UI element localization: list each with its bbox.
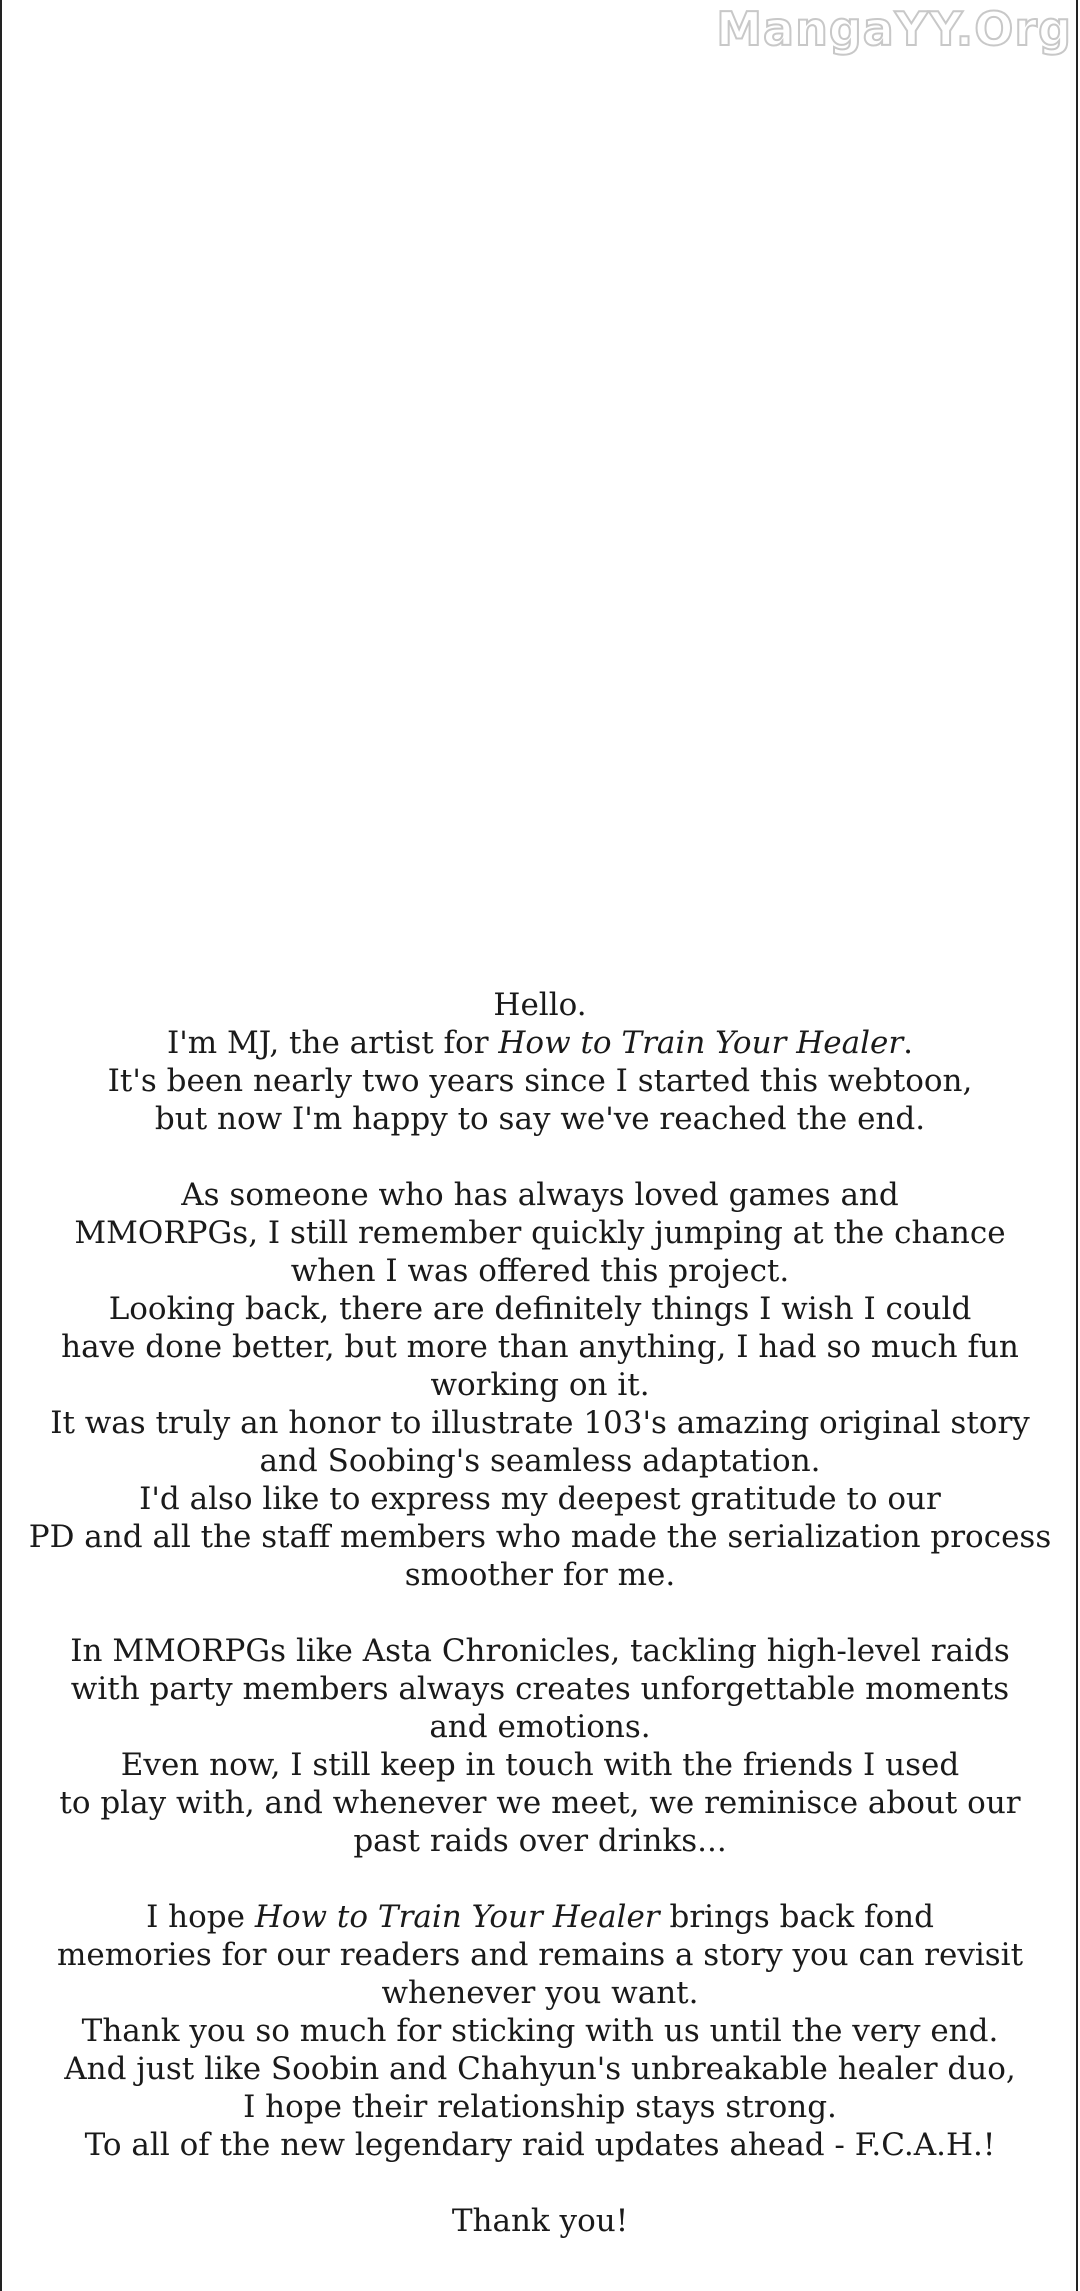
paragraph-thanks (0, 1898, 1080, 2164)
text-line: I'd also like to express my deepest gratitude to our (139, 1481, 941, 1517)
text-line: It's been nearly two years since I started this webtoon, (107, 1063, 973, 1099)
text-segment: I hope (146, 1899, 255, 1935)
text-line: past raids over drinks... (353, 1823, 727, 1859)
text-line: but now I'm happy to say we've reached the end. (154, 1101, 926, 1137)
text-line: As someone who has always loved games and (181, 1177, 899, 1213)
text-segment: . (903, 1025, 914, 1061)
series-title: How to Train Your Healer (498, 1025, 904, 1061)
text-line: with party members always creates unforgettable moments (70, 1671, 1010, 1707)
text-segment: I'm MJ, the artist for (166, 1025, 499, 1061)
text-line: have done better, but more than anything, I had so much fun (61, 1329, 1019, 1365)
text-line: working on it. (430, 1367, 650, 1403)
text-line: smoother for me. (404, 1557, 676, 1593)
text-line: Looking back, there are definitely things I wish I could (108, 1291, 972, 1327)
text-line: whenever you want. (381, 1975, 699, 2011)
text-line: memories for our readers and remains a story you can revisit (56, 1937, 1024, 1973)
text-line: It was truly an honor to illustrate 103's amazing original story (50, 1405, 1030, 1441)
text-line: when I was offered this project. (290, 1253, 790, 1289)
paragraph-reflection (0, 1176, 1080, 1594)
afterword-letter (0, 986, 1080, 2240)
series-title: How to Train Your Healer (254, 1899, 660, 1935)
text-line (0, 1898, 1080, 1936)
text-line: Even now, I still keep in touch with the friends I used (120, 1747, 960, 1783)
text-line: and emotions. (429, 1709, 651, 1745)
paragraph-greeting (0, 986, 1080, 1138)
text-line: To all of the new legendary raid updates ahead - F.C.A.H.! (84, 2127, 996, 2163)
text-line: to play with, and whenever we meet, we reminisce about our (59, 1785, 1021, 1821)
text-segment: brings back fond (659, 1899, 934, 1935)
paragraph-raids (0, 1632, 1080, 1860)
text-line: and Soobing's seamless adaptation. (259, 1443, 821, 1479)
text-line: MMORPGs, I still remember quickly jumping at the chance (74, 1215, 1006, 1251)
paragraph-signoff (0, 2202, 1080, 2240)
text-line: I hope their relationship stays strong. (243, 2089, 837, 2125)
text-line: PD and all the staff members who made the serialization process (28, 1519, 1052, 1555)
text-line: In MMORPGs like Asta Chronicles, tackling high-level raids (70, 1633, 1010, 1669)
text-line: And just like Soobin and Chahyun's unbreakable healer duo, (64, 2051, 1016, 2087)
text-line: Hello. (493, 987, 587, 1023)
text-line: Thank you so much for sticking with us until the very end. (81, 2013, 999, 2049)
signoff-text: Thank you! (451, 2203, 629, 2239)
text-line (0, 1024, 1080, 1062)
watermark-logo: MangaYY.Org (716, 2, 1072, 56)
